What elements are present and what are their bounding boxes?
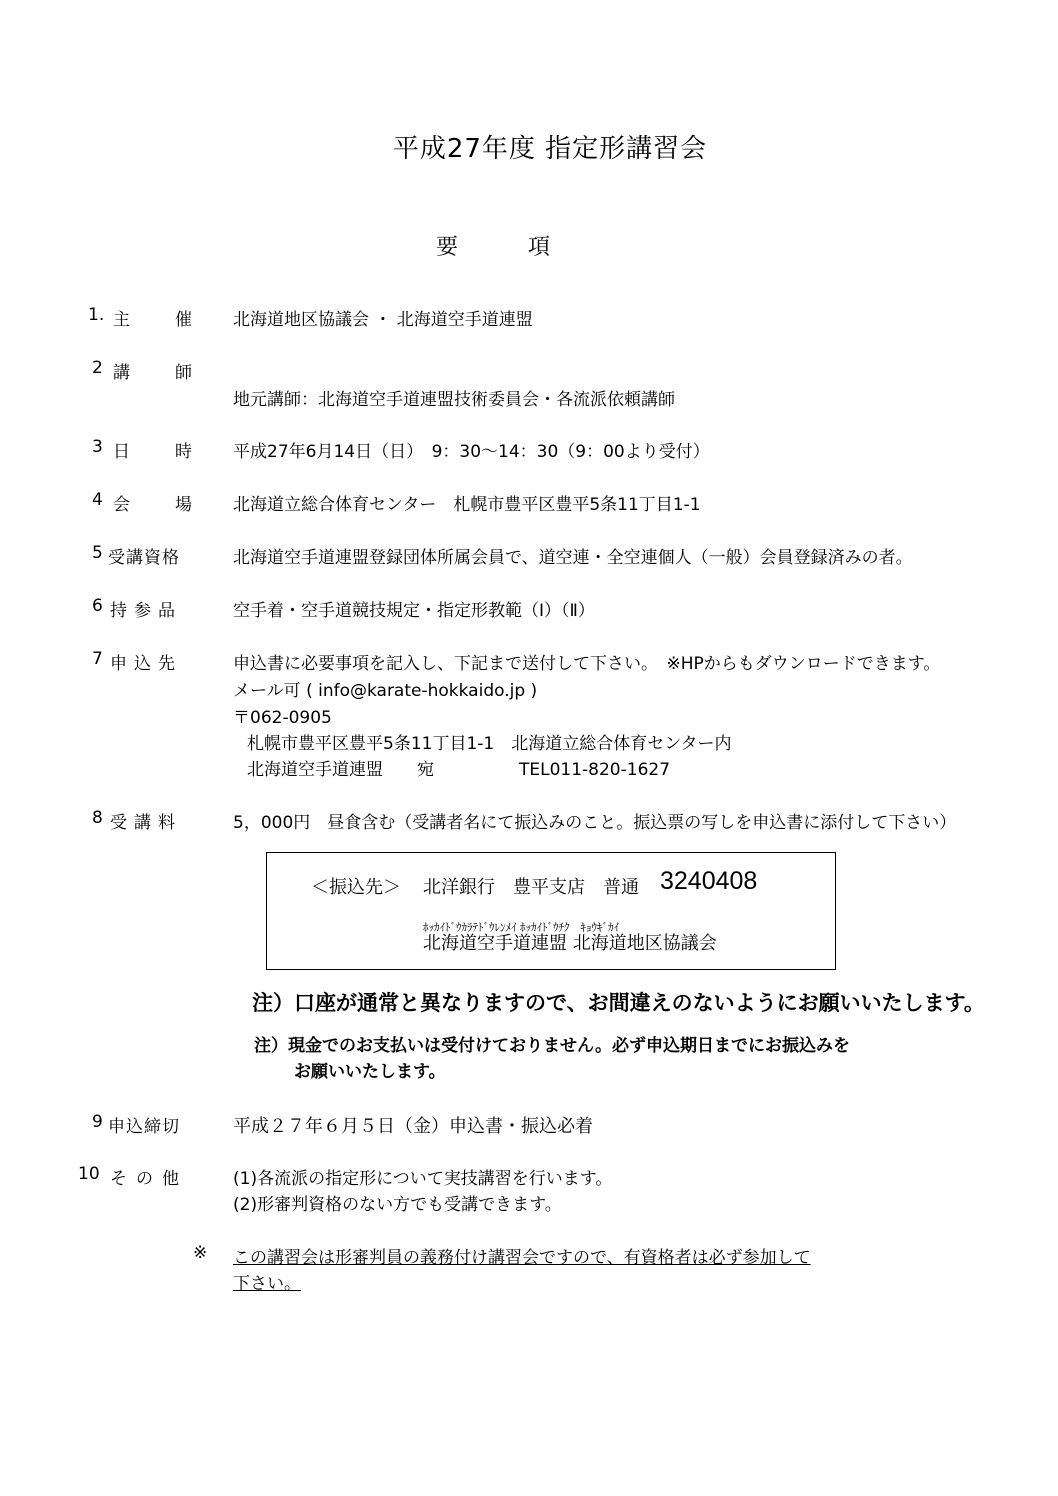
item-label: 講 師 <box>113 363 206 383</box>
item-number: 5 <box>92 543 103 563</box>
item-label: 持参品 <box>110 601 182 621</box>
item-value: 平成２７年６月５日（金）申込書・振込必着 <box>233 1116 593 1137</box>
item-value-2: (2)形審判資格のない方でも受講できます。 <box>233 1195 562 1215</box>
item-value: 空手着・空手道競技規定・指定形教範（Ⅰ）（Ⅱ） <box>233 601 595 621</box>
item-label: 受講料 <box>110 813 182 833</box>
footer-line-1: この講習会は形審判員の義務付け講習会ですので、有資格者は必ず参加して <box>233 1248 811 1268</box>
item-label: 申込先 <box>110 654 182 674</box>
item-label: 主 催 <box>113 310 206 330</box>
account-number: 3240408 <box>660 867 758 895</box>
item-number: 4 <box>92 490 103 510</box>
page-title: 平成27年度 指定形講習会 <box>392 134 708 164</box>
email-line: メール可 ( info@karate-hokkaido.jp ) <box>233 681 538 701</box>
postal-code: 〒062-0905 <box>233 708 332 728</box>
item-number: 10 <box>78 1164 100 1184</box>
item-value: 平成27年6月14日（日） 9：30～14：30（9：00より受付） <box>233 442 710 462</box>
item-number: 8 <box>92 808 103 828</box>
holder-kana: ﾎｯｶｲﾄﾞｳｶﾗﾃﾄﾞｳﾚﾝﾒｲ ﾎｯｶｲﾄﾞｳﾁｸ ｷｮｳｷﾞｶｲ <box>423 921 619 934</box>
item-number: 3 <box>92 437 103 457</box>
transfer-box <box>266 852 836 970</box>
item-number: 6 <box>92 596 103 616</box>
item-number: 1. <box>88 305 105 325</box>
item-value: 北海道立総合体育センター 札幌市豊平区豊平5条11丁目1-1 <box>233 495 701 515</box>
note-account: 注）口座が通常と異なりますので、お間違えのないようにお願いいたします。 <box>252 991 985 1015</box>
page-subtitle: 要項 <box>436 235 621 260</box>
address-line: 札幌市豊平区豊平5条11丁目1-1 北海道立総合体育センター内 <box>247 734 732 754</box>
account-holder: 北海道空手道連盟 北海道地区協議会 <box>423 933 717 954</box>
footer-line-2: 下さい。 <box>233 1274 301 1294</box>
item-number: 7 <box>92 649 103 669</box>
item-number: 2 <box>92 358 103 378</box>
item-label: 申込締切 <box>108 1117 180 1137</box>
item-label: その他 <box>110 1169 188 1189</box>
item-value: 北海道地区協議会 ・ 北海道空手道連盟 <box>233 310 533 330</box>
transfer-heading: ＜振込先＞ <box>311 877 401 898</box>
footer-mark: ※ <box>193 1243 208 1263</box>
item-label: 受講資格 <box>108 548 180 568</box>
note-cash-continued: お願いいたします。 <box>294 1062 446 1082</box>
item-number: 9 <box>92 1112 103 1132</box>
item-label: 会 場 <box>113 495 206 515</box>
contact-line: 北海道空手道連盟 宛 TEL011-820-1627 <box>247 760 671 780</box>
item-value: 地元講師：北海道空手道連盟技術委員会・各流派依頼講師 <box>233 390 675 410</box>
note-cash: 注）現金でのお支払いは受付けておりません。必ず申込期日までにお振込みを <box>254 1036 851 1056</box>
item-value: 申込書に必要事項を記入し、下記まで送付して下さい。 ※HPからもダウンロードできます。 <box>233 654 941 674</box>
item-label: 日 時 <box>113 442 206 462</box>
item-value: 北海道空手道連盟登録団体所属会員で、道空連・全空連個人（一般）会員登録済みの者。 <box>233 548 913 568</box>
item-value: 5，000円 昼食含む（受講者名にて振込みのこと。振込票の写しを申込書に添付して下さい） <box>233 813 957 833</box>
bank-name: 北洋銀行 豊平支店 普通 <box>423 877 639 898</box>
item-value: (1)各流派の指定形について実技講習を行います。 <box>233 1169 613 1189</box>
